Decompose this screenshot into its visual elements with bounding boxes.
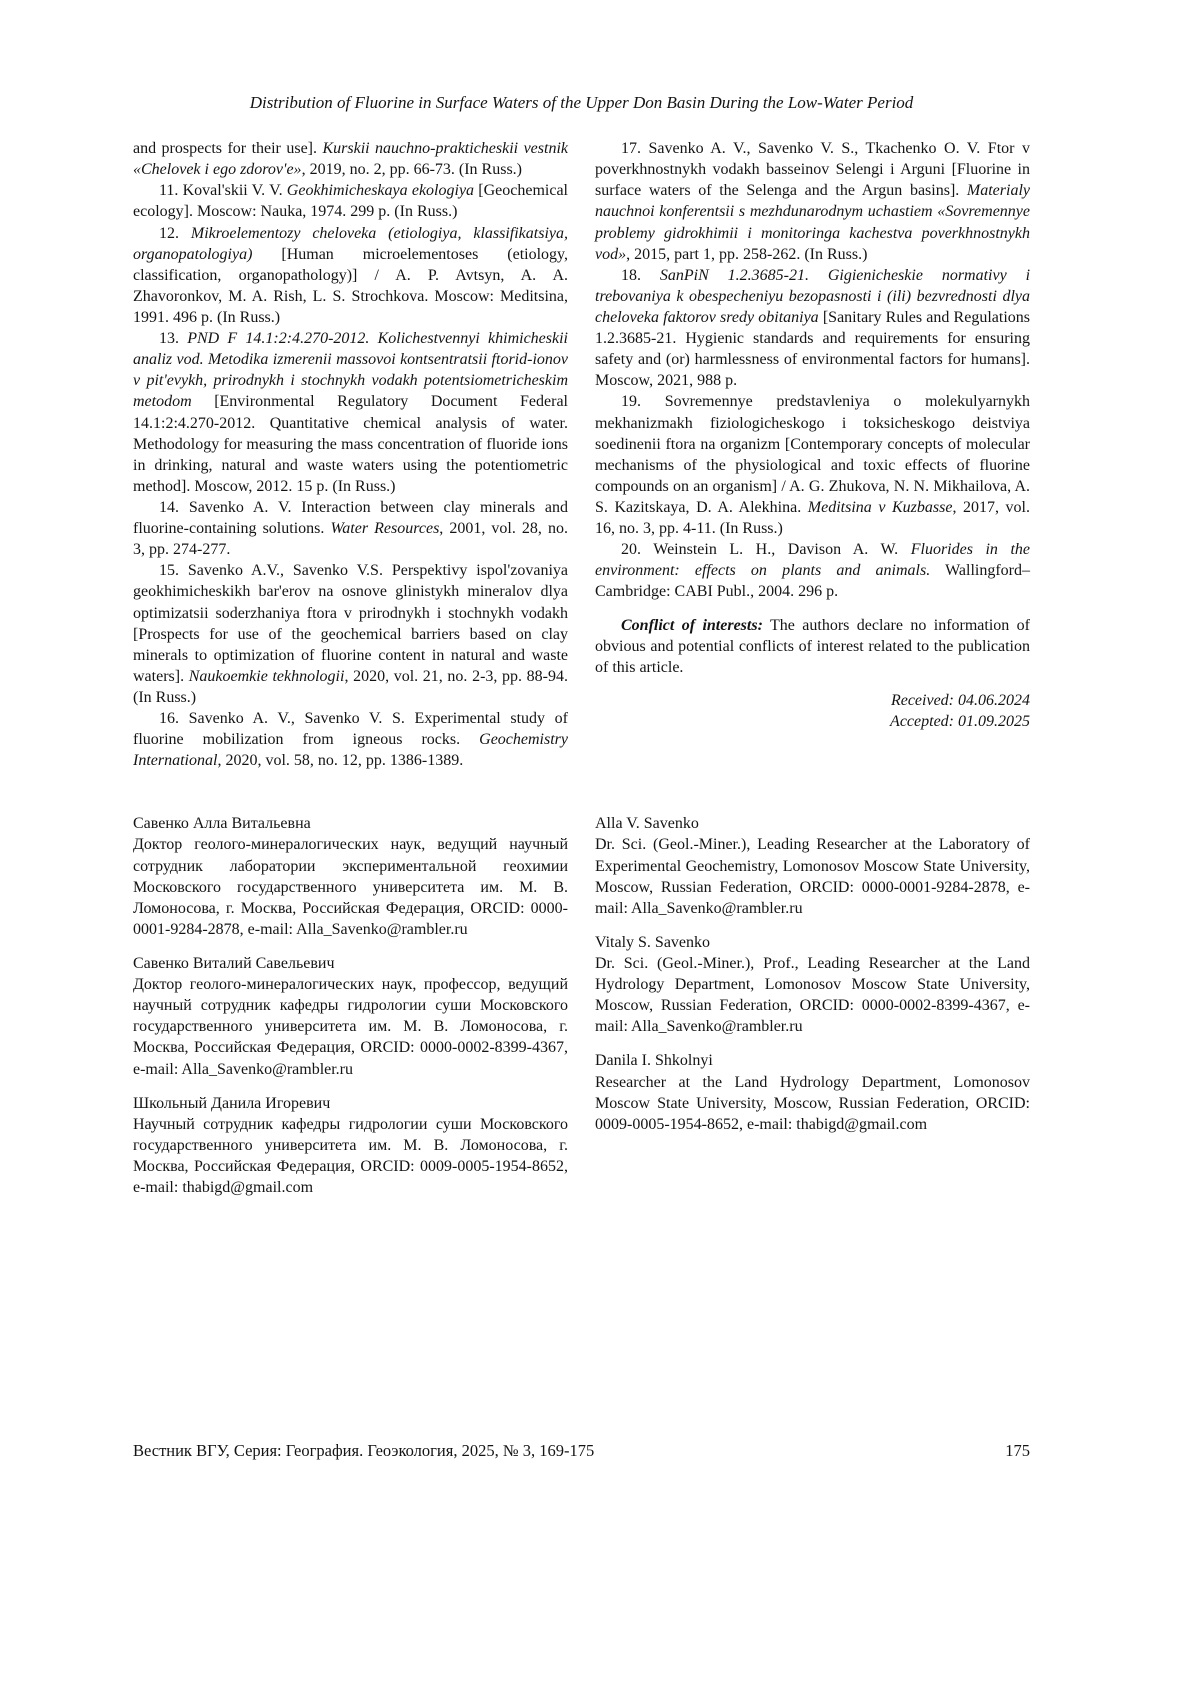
reference-item: and prospects for their use]. Kurskii nauchno-prakticheskii vestnik «Chelovek i ego zdorov'e», 2019, no. 2, pp. 66-73. (In Russ.) [133,140,568,179]
references-section [133,138,1030,771]
reference-item: 19. Sovremennye predstavleniya o molekulyarnykh mekhanizmakh fiziologicheskogo i toksicheskogo deistviya soedinenii ftora na organizm [Contemporary concepts of molecular mechanisms of the physiological and toxic effects of fluorine compounds on an organism] / A. G. Zhukova, N. N. Mikhailova, A. S. Kazitskaya, D. A. Alekhina. Meditsina v Kuzbasse, 2017, vol. 16, no. 3, pp. 4-11. (In Russ.) [595,393,1031,538]
author-block [133,1093,568,1199]
reference-item: 12. Mikroelementozy cheloveka (etiologiya, klassifikatsiya, organopatologiya) [Human microelementoses (etiology, classification, organopathology)] / A. P. Avtsyn, A. A. Zhavoronkov, M. A. Rish, L. S. Strochkova. Moscow: Meditsina, 1991. 496 p. (In Russ.) [133,224,568,326]
author-name: Савенко Виталий Савельевич [133,955,335,973]
reference-item: 11. Koval'skii V. V. Geokhimicheskaya ekologiya [Geochemical ecology]. Moscow: Nauka, 1974. 299 p. (In Russ.) [133,182,568,221]
author-name: Савенко Алла Витальевна [133,815,311,833]
author-block [595,1050,1030,1134]
author-bio: Researcher at the Land Hydrology Department, Lomonosov Moscow State University, Moscow, Russian Federation, ORCID: 0009-0005-1954-8652, e-mail: thabigd@gmail.com [595,1073,1030,1133]
reference-item: 15. Savenko A.V., Savenko V.S. Perspektivy ispol'zovaniya geokhimicheskikh bar'erov na osnove glinistykh mineralov dlya optimizatsii soderzhaniya ftora v prirodnykh i stochnykh vodakh [Prospects for use of the geochemical barriers based on clay minerals to optimization of fluorine content in natural and waste waters]. Naukoemkie tekhnologii, 2020, vol. 21, no. 2-3, pp. 88-94. (In Russ.) [133,562,568,706]
author-name: Школьный Данила Игоревич [133,1094,331,1112]
author-bio: Научный сотрудник кафедры гидрологии суши Московского государственного университета им. М. В. Ломоносова, г. Москва, Российская Федерация, ORCID: 0009-0005-1954-8652, e-mail: thabigd@gmail.com [133,1115,568,1197]
conflict-of-interests-statement: Conflict of interests: The authors declare no information of obvious and potential conflicts of interest related to the publication of this article. [595,616,1031,676]
accepted-date: Accepted: 01.09.2025 [890,712,1030,730]
author-block [133,813,568,940]
authors-english-column [595,813,1030,1211]
author-name: Danila I. Shkolnyi [595,1052,713,1070]
reference-item: 14. Savenko A. V. Interaction between clay minerals and fluorine-containing solutions. Water Resources, 2001, vol. 28, no. 3, pp. 274-277. [133,498,568,559]
author-bio: Dr. Sci. (Geol.-Miner.), Prof., Leading Researcher at the Land Hydrology Department, Lomonosov Moscow State University, Moscow, Russian Federation, ORCID: 0000-0002-8399-4367, e-mail: Alla_Savenko@rambler.ru [595,955,1030,1036]
author-block [133,953,568,1080]
running-head: Distribution of Fluorine in Surface Waters of the Upper Don Basin During the Low-Water Period [249,93,914,112]
reference-item: 17. Savenko A. V., Savenko V. S., Tkachenko O. V. Ftor v poverkhnostnykh vodakh basseinov Selengi i Arguni [Fluorine in surface waters of the Selenga and the Argun basins]. Materialy nauchnoi konferentsii s mezhdunarodnym uchastiem «Sovremennye problemy gidrokhimii i monitoringa kachestva poverkhnostnykh vod», 2015, part 1, pp. 258-262. (In Russ.) [595,140,1030,263]
author-name: Vitaly S. Savenko [595,933,711,951]
references-left-column [133,138,568,771]
references-right-column [595,138,1030,771]
reference-item: 13. PND F 14.1:2:4.270-2012. Kolichestvennyi khimicheskii analiz vod. Metodika izmerenii massovoi kontsentratsii ftorid-ionov v pit'evykh, prirodnykh i stochnykh vodakh potentsiometricheskim metodom [Environmental Regulatory Document Federal 14.1:2:4.270-2012. Quantitative chemical analysis of water. Methodology for measuring the mass concentration of fluoride ions in drinking, natural and waste waters using the potentiometric method]. Moscow, 2012. 15 p. (In Russ.) [133,330,568,495]
footer-page-number: 175 [1005,1441,1030,1460]
author-name: Alla V. Savenko [595,815,699,833]
received-date: Received: 04.06.2024 [890,691,1030,709]
author-bio: Доктор геолого-минералогических наук, профессор, ведущий научный сотрудник кафедры гидрологии суши Московского государственного университета им. М. В. Ломоносова, г. Москва, Российская Федерация, ORCID: 0000-0002-8399-4367, e-mail: Alla_Savenko@rambler.ru [133,976,568,1078]
authors-section [133,813,1030,1211]
reference-item: 18. SanPiN 1.2.3685-21. Gigienicheskie normativy i trebovaniya k obespecheniyu bezopasnosti i (ili) bezvrednosti dlya cheloveka faktorov sredy obitaniya [Sanitary Rules and Regulations 1.2.3685-21. Hygienic standards and requirements for ensuring safety and (or) harmlessness of environmental factors for humans]. Moscow, 2021, 988 p. [595,266,1031,390]
dates-block [595,690,1030,732]
page-footer [133,1441,1030,1461]
authors-russian-column [133,813,568,1211]
author-block [595,932,1030,1038]
author-bio: Доктор геолого-минералогических наук, ведущий научный сотрудник лаборатории экспериментальной геохимии Московского государственного университета им. М. В. Ломоносова, г. Москва, Российская Федерация, ORCID: 0000-0001-9284-2878, e-mail: Alla_Savenko@rambler.ru [133,836,568,938]
reference-item: 16. Savenko A. V., Savenko V. S. Experimental study of fluorine mobilization from igneous rocks. Geochemistry International, 2020, vol. 58, no. 12, pp. 1386-1389. [133,710,568,770]
reference-item: 20. Weinstein L. H., Davison A. W. Fluorides in the environment: effects on plants and animals. Wallingford–Cambridge: CABI Publ., 2004. 296 p. [595,541,1030,601]
footer-journal-line: Вестник ВГУ, Серия: География. Геоэкология, 2025, № 3, 169-175 [133,1441,595,1460]
author-bio: Dr. Sci. (Geol.-Miner.), Leading Researcher at the Laboratory of Experimental Geochemistry, Lomonosov Moscow State University, Moscow, Russian Federation, ORCID: 0000-0001-9284-2878, e-mail: Alla_Savenko@rambler.ru [595,836,1030,917]
author-block [595,813,1030,919]
